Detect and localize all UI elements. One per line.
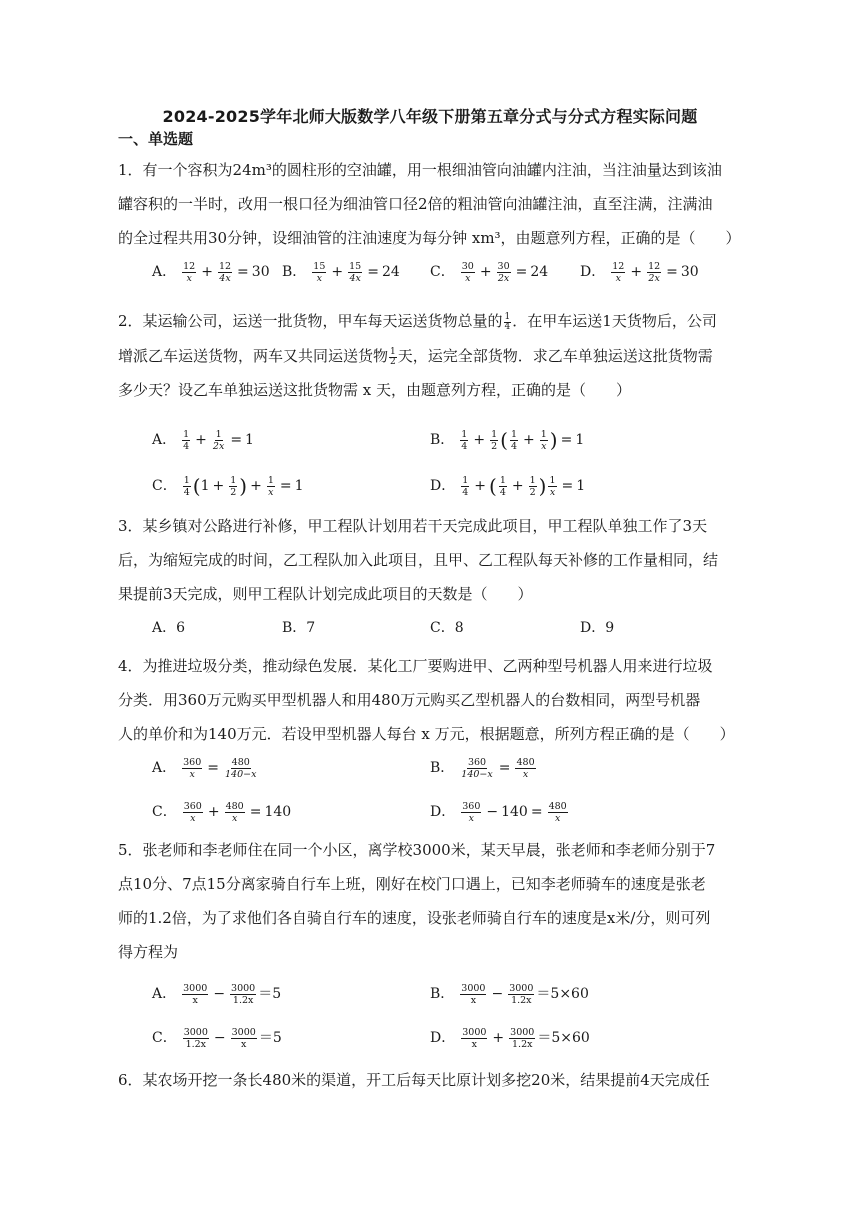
q5-option-d: D． $\frac{3000}{x}$ + $\frac{3000}{1.2x}$ ＝ 5×60	[430, 1026, 590, 1050]
q6-line-1: 6．某农场开挖一条长480米的渠道，开工后每天比原计划多挖20米，结果提前4天完成任	[118, 1071, 710, 1089]
q1-line-1: 1．有一个容积为24m³的圆柱形的空油罐，用一根细油管向油罐内注油，当注油量达到该油	[118, 161, 722, 179]
q1-line-2: 罐容积的一半时，改用一根口径为细油管口径2倍的粗油管向油罐注油，直至注满，注满油	[118, 195, 713, 213]
q4-option-b: B． $\frac{360}{140-x}$ = $\frac{480}{x}$	[430, 756, 535, 780]
q2-option-a: A． $\frac{1}{4}$ + $\frac{1}{2x}$ = 1	[152, 428, 254, 452]
q4-line-3: 人的单价和为140万元．若设甲型机器人每台 x 万元，根据题意，所列方程正确的是（ ）	[118, 725, 735, 743]
q2-option-d: D． $\frac{1}{4}$ + ( $\frac{1}{4}$ + $\frac{1}{2}$ ) $\frac{1}{x}$ = 1	[430, 474, 586, 498]
q4-option-c: C． $\frac{360}{x}$ + $\frac{480}{x}$ = 140	[152, 800, 292, 824]
q1-option-c: C． $\frac{30}{x}$ + $\frac{30}{2x}$ = 24	[430, 260, 549, 284]
q4-line-2: 分类．用360万元购买甲型机器人和用480万元购买乙型机器人的台数相同，两型号机器	[118, 691, 701, 709]
q5-option-a: A． $\frac{3000}{x}$ − $\frac{3000}{1.2x}$ ＝ 5	[152, 982, 282, 1006]
q5-option-b: B． $\frac{3000}{x}$ − $\frac{3000}{1.2x}$ ＝ 5×60	[430, 982, 589, 1006]
q3-option-a: A．6	[152, 620, 186, 636]
q1-line-3: 的全过程共用30分钟，设细油管的注油速度为每分钟 xm³，由题意列方程，正确的是（ ）	[118, 229, 741, 247]
q3-line-1: 3．某乡镇对公路进行补修，甲工程队计划用若干天完成此项目，甲工程队单独工作了3天	[118, 517, 708, 535]
q3-line-3: 果提前3天完成，则甲工程队计划完成此项目的天数是（ ）	[118, 585, 533, 603]
q4-option-a: A． $\frac{360}{x}$ = $\frac{480}{140-x}$	[152, 756, 257, 780]
q1-option-a: A． $\frac{12}{x}$ + $\frac{12}{4x}$ = 30	[152, 260, 270, 284]
page-title: 2024-2025学年北师大版数学八年级下册第五章分式与分式方程实际问题	[162, 107, 698, 126]
q4-option-d: D． $\frac{360}{x}$ − 140 = $\frac{480}{x}$	[430, 800, 567, 824]
section-heading: 一、单选题	[118, 130, 194, 148]
q4-line-1: 4．为推进垃圾分类，推动绿色发展．某化工厂要购进甲、乙两种型号机器人用来进行垃圾	[118, 657, 713, 675]
q2-option-b: B． $\frac{1}{4}$ + $\frac{1}{2}$ ( $\frac{1}{4}$ + $\frac{1}{x}$ ) = 1	[430, 428, 585, 452]
q2-line-1: 2．某运输公司，运送一批货物，甲车每天运送货物总量的 $\frac{1}{4}$ ．在甲车运送1天货物后，公司	[118, 311, 717, 332]
q2-line-2: 增派乙车运送货物，两车又共同运送货物 $\frac{1}{2}$ 天，运完全部货物．求乙车单独运送这批货物需	[118, 346, 713, 367]
q5-option-c: C． $\frac{3000}{1.2x}$ − $\frac{3000}{x}$ ＝ 5	[152, 1026, 282, 1050]
q5-line-3: 师的1.2倍，为了求他们各自骑自行车的速度，设张老师骑自行车的速度是x米/分，则可列	[118, 909, 711, 927]
q1-option-b: B． $\frac{15}{x}$ + $\frac{15}{4x}$ = 24	[282, 260, 400, 284]
q5-line-1: 5．张老师和李老师住在同一个小区，离学校3000米，某天早晨，张老师和李老师分别于7	[118, 841, 716, 859]
q5-line-4: 得方程为	[118, 943, 179, 961]
q3-line-2: 后，为缩短完成的时间，乙工程队加入此项目，且甲、乙工程队每天补修的工作量相同，结	[118, 551, 719, 569]
q3-option-d: D．9	[580, 620, 615, 636]
q3-option-c: C．8	[430, 620, 464, 636]
q1-option-d: D． $\frac{12}{x}$ + $\frac{12}{2x}$ = 30	[580, 260, 699, 284]
q2-line-3: 多少天？设乙车单独运送这批货物需 x 天，由题意列方程，正确的是（ ）	[118, 381, 631, 399]
q2-option-c: C． $\frac{1}{4}$ ( 1 + $\frac{1}{2}$ ) + $\frac{1}{x}$ = 1	[152, 474, 304, 498]
q5-line-2: 点10分、7点15分离家骑自行车上班，刚好在校门口遇上，已知李老师骑车的速度是张老	[118, 875, 706, 893]
q3-option-b: B．7	[282, 620, 316, 636]
